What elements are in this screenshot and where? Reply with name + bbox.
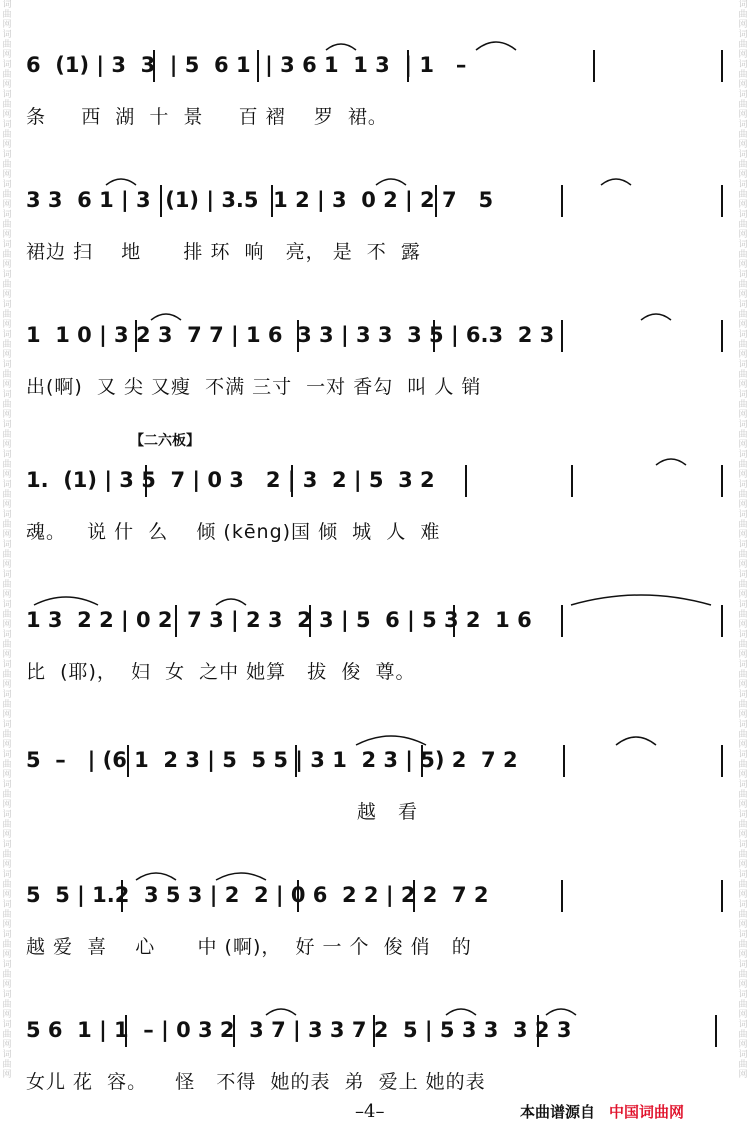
notation-line: 6 (1) | 3 3 | 5 6 1 | 3 6 1 1 3 | 1 –	[26, 53, 467, 77]
watermark-char: 曲	[2, 940, 12, 950]
watermark-char: 曲	[738, 550, 748, 560]
watermark-char: 网	[738, 260, 748, 270]
watermark-char: 曲	[2, 40, 12, 50]
watermark-char: 曲	[738, 70, 748, 80]
watermark-char: 词	[2, 1050, 12, 1060]
watermark-char: 网	[738, 1070, 748, 1080]
watermark-char: 网	[2, 560, 12, 570]
lyric-line: 出(啊) 又 尖 又瘦 不满 三寸 一对 香勾 叫 人 销	[26, 376, 482, 398]
watermark-char: 网	[738, 20, 748, 30]
lyric-line: 魂。 说 什 么 倾 (kēng)国 倾 城 人 难	[26, 521, 441, 543]
watermark-char: 网	[2, 230, 12, 240]
watermark-char: 网	[2, 860, 12, 870]
watermark-char: 网	[738, 170, 748, 180]
watermark-char: 网	[738, 740, 748, 750]
watermark-char: 词	[738, 720, 748, 730]
watermark-char: 网	[2, 500, 12, 510]
watermark-char: 曲	[738, 670, 748, 680]
watermark-char: 曲	[2, 280, 12, 290]
watermark-char: 词	[738, 660, 748, 670]
watermark-char: 网	[2, 290, 12, 300]
watermark-char: 曲	[2, 910, 12, 920]
watermark-char: 曲	[2, 250, 12, 260]
watermark-char: 词	[738, 450, 748, 460]
watermark-char: 网	[738, 560, 748, 570]
watermark-char: 网	[2, 980, 12, 990]
watermark-char: 网	[2, 1070, 12, 1080]
left-watermark-strip	[0, 0, 14, 1148]
watermark-char: 词	[738, 0, 748, 10]
watermark-char: 网	[2, 20, 12, 30]
watermark-char: 曲	[2, 1060, 12, 1070]
watermark-char: 词	[738, 690, 748, 700]
watermark-char: 曲	[738, 610, 748, 620]
watermark-char: 词	[2, 270, 12, 280]
watermark-char: 网	[738, 710, 748, 720]
watermark-char: 网	[738, 590, 748, 600]
watermark-char: 词	[738, 570, 748, 580]
watermark-char: 曲	[2, 670, 12, 680]
watermark-char: 网	[2, 80, 12, 90]
watermark-char: 曲	[2, 880, 12, 890]
watermark-char: 词	[2, 330, 12, 340]
watermark-char: 词	[738, 510, 748, 520]
watermark-char: 曲	[738, 700, 748, 710]
watermark-char: 词	[738, 240, 748, 250]
watermark-char: 网	[2, 830, 12, 840]
watermark-char: 词	[738, 930, 748, 940]
watermark-char: 词	[2, 930, 12, 940]
watermark-char: 词	[738, 270, 748, 280]
watermark-char: 词	[2, 390, 12, 400]
watermark-char: 网	[738, 800, 748, 810]
watermark-char: 词	[2, 840, 12, 850]
watermark-char: 网	[2, 950, 12, 960]
source-text: 本曲谱源自	[520, 1103, 596, 1121]
watermark-char: 词	[2, 450, 12, 460]
watermark-char: 网	[738, 440, 748, 450]
watermark-char: 曲	[2, 850, 12, 860]
watermark-char: 词	[2, 690, 12, 700]
watermark-char: 词	[738, 150, 748, 160]
watermark-char: 曲	[738, 310, 748, 320]
watermark-char: 网	[2, 680, 12, 690]
right-watermark-strip	[736, 0, 750, 1148]
watermark-char: 网	[2, 590, 12, 600]
watermark-char: 词	[2, 1020, 12, 1030]
watermark-char: 曲	[2, 340, 12, 350]
watermark-char: 词	[2, 750, 12, 760]
watermark-char: 曲	[738, 520, 748, 530]
source-brand-link[interactable]: 中国词曲网	[609, 1103, 685, 1121]
watermark-char: 网	[738, 620, 748, 630]
watermark-char: 词	[738, 210, 748, 220]
watermark-char: 曲	[2, 400, 12, 410]
watermark-char: 网	[2, 200, 12, 210]
watermark-char: 词	[738, 870, 748, 880]
watermark-char: 网	[738, 470, 748, 480]
watermark-char: 网	[2, 770, 12, 780]
watermark-char: 词	[738, 630, 748, 640]
watermark-char: 曲	[2, 370, 12, 380]
watermark-char: 曲	[2, 730, 12, 740]
watermark-char: 曲	[2, 70, 12, 80]
watermark-char: 词	[2, 420, 12, 430]
watermark-char: 曲	[2, 580, 12, 590]
watermark-char: 曲	[2, 700, 12, 710]
watermark-char: 曲	[738, 640, 748, 650]
watermark-char: 词	[2, 960, 12, 970]
watermark-char: 词	[738, 960, 748, 970]
watermark-char: 曲	[738, 1060, 748, 1070]
watermark-char: 曲	[738, 760, 748, 770]
watermark-char: 网	[738, 50, 748, 60]
watermark-char: 曲	[2, 310, 12, 320]
lyric-line: 比 (耶)， 妇 女 之中 她算 拔 俊 尊。	[26, 661, 416, 683]
watermark-char: 词	[738, 810, 748, 820]
watermark-char: 词	[2, 780, 12, 790]
watermark-char: 网	[738, 1010, 748, 1020]
watermark-char: 词	[738, 1020, 748, 1030]
watermark-char: 词	[738, 840, 748, 850]
watermark-char: 曲	[2, 190, 12, 200]
watermark-char: 网	[738, 290, 748, 300]
watermark-char: 网	[738, 860, 748, 870]
watermark-char: 曲	[738, 250, 748, 260]
watermark-char: 曲	[2, 100, 12, 110]
watermark-char: 曲	[738, 460, 748, 470]
watermark-char: 曲	[2, 10, 12, 20]
watermark-char: 曲	[738, 430, 748, 440]
watermark-char: 网	[2, 140, 12, 150]
watermark-char: 词	[2, 570, 12, 580]
watermark-char: 词	[2, 210, 12, 220]
watermark-char: 词	[2, 630, 12, 640]
watermark-char: 曲	[738, 370, 748, 380]
lyric-line: 越 爱 喜 心 中 (啊)， 好 一 个 俊 俏 的	[26, 936, 472, 958]
watermark-char: 曲	[738, 1000, 748, 1010]
watermark-char: 网	[2, 920, 12, 930]
watermark-char: 曲	[2, 430, 12, 440]
notation-line: 5 5 | 1.2 3 5 3 | 2 2 | 0 6 2 2 | 2 2 7 2	[26, 883, 489, 907]
watermark-char: 词	[738, 480, 748, 490]
watermark-char: 词	[738, 1050, 748, 1060]
watermark-char: 词	[738, 180, 748, 190]
watermark-char: 曲	[738, 910, 748, 920]
watermark-char: 词	[2, 810, 12, 820]
watermark-char: 曲	[2, 130, 12, 140]
watermark-char: 词	[738, 330, 748, 340]
watermark-char: 词	[738, 30, 748, 40]
watermark-char: 曲	[738, 580, 748, 590]
watermark-char: 网	[738, 770, 748, 780]
watermark-char: 曲	[738, 850, 748, 860]
watermark-char: 词	[2, 120, 12, 130]
watermark-char: 网	[738, 950, 748, 960]
watermark-char: 网	[2, 890, 12, 900]
watermark-char: 网	[738, 980, 748, 990]
watermark-char: 曲	[738, 490, 748, 500]
watermark-char: 网	[738, 1040, 748, 1050]
watermark-char: 词	[2, 0, 12, 10]
watermark-char: 词	[738, 390, 748, 400]
watermark-char: 词	[2, 720, 12, 730]
page-number: –4–	[355, 1101, 385, 1122]
watermark-char: 词	[2, 510, 12, 520]
watermark-char: 词	[2, 240, 12, 250]
watermark-char: 网	[2, 260, 12, 270]
watermark-char: 网	[738, 650, 748, 660]
watermark-char: 网	[738, 380, 748, 390]
notation-line: 1. (1) | 3 5 7 | 0 3 2 | 3 2 | 5 3 2	[26, 468, 435, 492]
watermark-char: 网	[738, 320, 748, 330]
watermark-char: 词	[738, 360, 748, 370]
watermark-char: 曲	[2, 1000, 12, 1010]
watermark-char: 曲	[2, 1030, 12, 1040]
watermark-char: 网	[2, 470, 12, 480]
watermark-char: 词	[2, 900, 12, 910]
notation-line: 1 3 2 2 | 0 2 7 3 | 2 3 2 3 | 5 6 | 5 3 2 1 6	[26, 608, 532, 632]
watermark-char: 曲	[738, 940, 748, 950]
watermark-char: 词	[2, 30, 12, 40]
watermark-char: 曲	[738, 730, 748, 740]
notation-line: 1 1 0 | 3 2 3 7 7 | 1 6 3 3 | 3 3 3 5 | 6.3 2 3	[26, 323, 555, 347]
watermark-char: 词	[738, 300, 748, 310]
watermark-char: 词	[738, 750, 748, 760]
watermark-char: 曲	[738, 40, 748, 50]
watermark-char: 网	[738, 830, 748, 840]
watermark-char: 词	[738, 990, 748, 1000]
watermark-char: 曲	[2, 520, 12, 530]
watermark-char: 词	[2, 60, 12, 70]
watermark-char: 词	[2, 300, 12, 310]
watermark-char: 曲	[738, 1030, 748, 1040]
watermark-char: 曲	[738, 160, 748, 170]
watermark-char: 词	[738, 780, 748, 790]
watermark-char: 曲	[738, 340, 748, 350]
watermark-char: 词	[738, 120, 748, 130]
section-label: 【二六板】	[130, 433, 200, 449]
watermark-char: 词	[2, 990, 12, 1000]
lyric-line: 越 看	[26, 801, 418, 823]
watermark-char: 网	[738, 200, 748, 210]
watermark-char: 网	[2, 110, 12, 120]
watermark-char: 曲	[738, 790, 748, 800]
watermark-char: 网	[738, 920, 748, 930]
watermark-char: 曲	[2, 550, 12, 560]
watermark-char: 曲	[2, 970, 12, 980]
watermark-char: 词	[2, 90, 12, 100]
watermark-char: 网	[2, 50, 12, 60]
watermark-char: 词	[2, 600, 12, 610]
source-attribution	[520, 1101, 684, 1122]
lyric-line: 女儿 花 容。 怪 不得 她的表 弟 爱上 她的表	[26, 1071, 486, 1093]
watermark-char: 词	[738, 60, 748, 70]
watermark-char: 曲	[738, 880, 748, 890]
watermark-char: 网	[738, 680, 748, 690]
notation-line: 3 3 6 1 | 3 (1) | 3.5 1 2 | 3 0 2 | 2 7 5	[26, 188, 494, 212]
watermark-char: 曲	[738, 10, 748, 20]
watermark-char: 网	[738, 500, 748, 510]
watermark-char: 网	[2, 320, 12, 330]
watermark-char: 曲	[2, 220, 12, 230]
watermark-char: 曲	[738, 280, 748, 290]
watermark-char: 词	[738, 540, 748, 550]
notation-line: 5 6 1 | 1 – | 0 3 2 3 7 | 3 3 7 2 5 | 5 3 3 3 2 3	[26, 1018, 572, 1042]
watermark-char: 网	[2, 530, 12, 540]
watermark-char: 网	[738, 530, 748, 540]
watermark-char: 词	[2, 540, 12, 550]
watermark-char: 曲	[2, 460, 12, 470]
watermark-char: 网	[2, 800, 12, 810]
watermark-char: 曲	[738, 820, 748, 830]
watermark-char: 词	[2, 480, 12, 490]
watermark-char: 词	[2, 150, 12, 160]
watermark-char: 曲	[2, 790, 12, 800]
watermark-char: 网	[2, 1040, 12, 1050]
watermark-char: 词	[738, 900, 748, 910]
watermark-char: 曲	[738, 100, 748, 110]
watermark-char: 曲	[2, 640, 12, 650]
watermark-char: 网	[738, 410, 748, 420]
watermark-char: 词	[2, 870, 12, 880]
watermark-char: 词	[738, 90, 748, 100]
notation-line: 5 – | (6 1 2 3 | 5 5 5 | 3 1 2 3 | 5) 2 7 2	[26, 748, 518, 772]
watermark-char: 网	[2, 410, 12, 420]
lyric-line: 裙边 扫 地 排 环 响 亮， 是 不 露	[26, 241, 421, 263]
watermark-char: 曲	[738, 190, 748, 200]
watermark-char: 曲	[2, 820, 12, 830]
watermark-char: 曲	[2, 490, 12, 500]
watermark-char: 网	[738, 230, 748, 240]
watermark-char: 曲	[738, 400, 748, 410]
watermark-char: 网	[738, 350, 748, 360]
watermark-char: 网	[2, 380, 12, 390]
watermark-char: 曲	[2, 610, 12, 620]
watermark-char: 网	[738, 890, 748, 900]
watermark-char: 网	[2, 620, 12, 630]
watermark-char: 曲	[2, 160, 12, 170]
watermark-char: 曲	[738, 970, 748, 980]
watermark-char: 词	[738, 420, 748, 430]
watermark-char: 网	[2, 350, 12, 360]
watermark-char: 词	[738, 600, 748, 610]
watermark-char: 词	[2, 180, 12, 190]
watermark-char: 网	[738, 110, 748, 120]
watermark-char: 网	[2, 440, 12, 450]
watermark-char: 词	[2, 360, 12, 370]
watermark-char: 网	[2, 650, 12, 660]
watermark-char: 曲	[738, 130, 748, 140]
watermark-char: 词	[2, 660, 12, 670]
watermark-char: 网	[2, 710, 12, 720]
watermark-char: 网	[738, 140, 748, 150]
lyric-line: 条 西 湖 十 景 百 褶 罗 裙。	[26, 106, 388, 128]
watermark-char: 网	[2, 170, 12, 180]
watermark-char: 网	[2, 1010, 12, 1020]
watermark-char: 网	[2, 740, 12, 750]
watermark-char: 曲	[738, 220, 748, 230]
watermark-char: 网	[738, 80, 748, 90]
watermark-char: 曲	[2, 760, 12, 770]
